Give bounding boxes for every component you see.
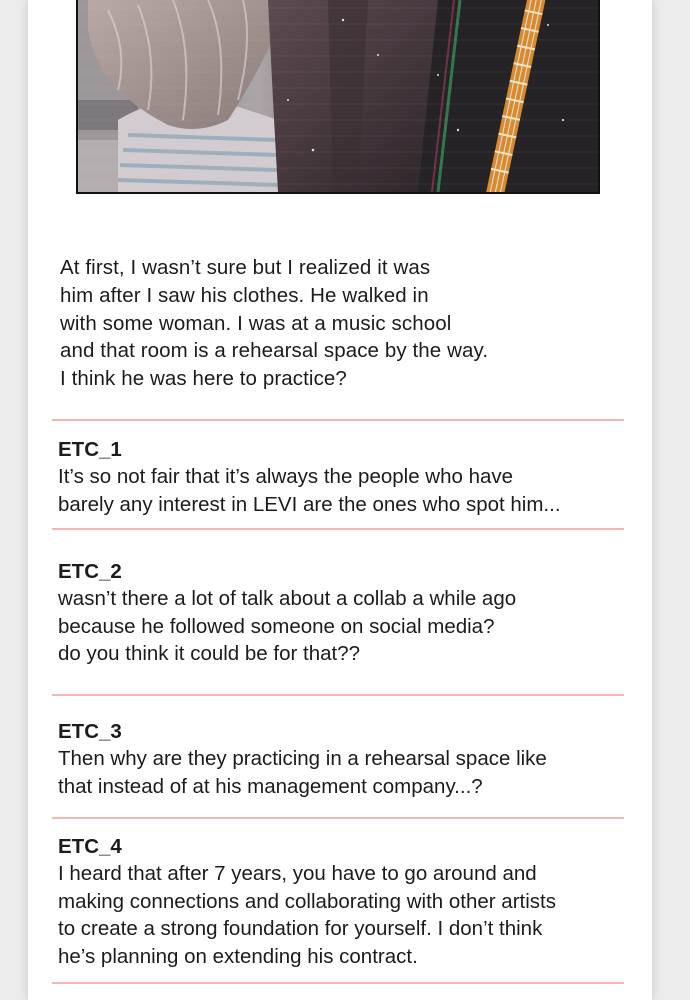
post-text: At first, I wasn’t sure but I realized it was him after I saw his clothes. He walked in with some woman. I was at a music school and that room is a rehearsal space by the way. I think he was here to practice? xyxy=(60,256,489,391)
comment-etc-1 xyxy=(58,436,638,518)
divider xyxy=(52,419,624,421)
comic-panel-image xyxy=(76,0,600,194)
comic-page xyxy=(28,0,652,1000)
comment-username: ETC_1 xyxy=(58,438,122,461)
comment-etc-2 xyxy=(58,558,638,668)
comment-etc-3 xyxy=(58,718,638,800)
divider xyxy=(52,694,624,696)
comment-text: It’s so not fair that it’s always the people who have barely any interest in LEVI are the ones who spot him... xyxy=(58,465,561,516)
comment-etc-4 xyxy=(58,833,638,970)
divider xyxy=(52,982,624,984)
comment-text: wasn’t there a lot of talk about a collab a while ago because he followed someone on social media? do you think it could be for that?? xyxy=(58,587,517,666)
comment-username: ETC_2 xyxy=(58,560,122,583)
comment-username: ETC_4 xyxy=(58,835,122,858)
comment-text: I heard that after 7 years, you have to go around and making connections and collaborating with other artists to create a strong foundation for yourself. I don’t think he’s planning on extending his contract. xyxy=(58,862,556,968)
comic-panel-illustration xyxy=(78,0,598,192)
divider xyxy=(52,528,624,530)
comment-text: Then why are they practicing in a rehearsal space like that instead of at his management company...? xyxy=(58,747,547,798)
comment-username: ETC_3 xyxy=(58,720,122,743)
divider xyxy=(52,817,624,819)
